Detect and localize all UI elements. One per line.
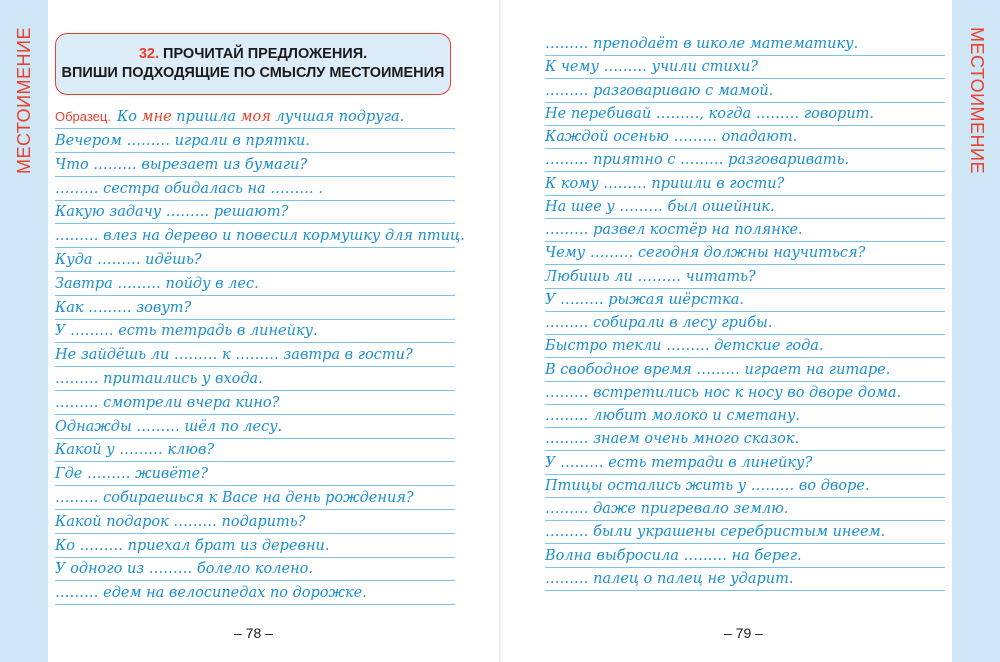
exercise-sentence: ……… собираешься к Васе на день рождения? <box>55 490 414 506</box>
exercise-sentence: ……… встретились нос к носу во дворе дома. <box>545 384 902 401</box>
ruled-line <box>55 247 455 248</box>
exercise-sentence: У ……… есть тетради в линейку? <box>545 454 813 471</box>
ruled-line <box>55 152 455 153</box>
task-number: 32. <box>138 46 159 62</box>
sample-part-1: Ко <box>116 109 142 125</box>
sample-sentence <box>55 108 404 126</box>
task-title: ПРОЧИТАЙ ПРЕДЛОЖЕНИЯ. <box>163 46 368 62</box>
exercise-sentence: Волна выбросила ……… на берег. <box>545 547 802 564</box>
exercise-sentence: У ……… есть тетрадь в линейку. <box>55 323 318 340</box>
exercise-sentence: ……… притаились у входа. <box>55 371 263 387</box>
ruled-line <box>545 125 945 126</box>
exercise-sentence: Куда ……… идёшь? <box>55 252 202 268</box>
ruled-line <box>545 450 945 451</box>
exercise-sentence: ……… разговариваю с мамой. <box>545 82 774 99</box>
exercise-sentence: Какой подарок ……… подарить? <box>55 513 306 530</box>
ruled-line <box>55 604 455 605</box>
ruled-line <box>55 176 455 177</box>
exercise-sentence: ……… приятно с ……… разговаривать. <box>545 152 850 169</box>
exercise-sentence: ……… сестра обидалась на ……… . <box>55 180 323 197</box>
exercise-sentence: Что ……… вырезает из бумаги? <box>55 156 308 173</box>
ruled-line <box>545 543 945 544</box>
task-instruction-box <box>55 33 451 95</box>
sample-pronoun-1: мне <box>141 109 172 125</box>
ruled-line <box>545 404 945 405</box>
exercise-sentence: ……… палец о палец не ударит. <box>545 570 794 587</box>
ruled-line <box>545 171 945 172</box>
ruled-line <box>55 271 455 272</box>
right-side-strip <box>952 0 1000 662</box>
ruled-line <box>55 342 455 343</box>
exercise-sentence: К кому ……… пришли в гости? <box>545 175 785 192</box>
left-side-label-box <box>0 26 48 174</box>
ruled-line <box>55 319 455 320</box>
ruled-line <box>55 295 455 296</box>
ruled-line <box>545 474 945 475</box>
ruled-line <box>55 223 455 224</box>
sample-part-2: пришла <box>171 109 241 125</box>
ruled-line <box>55 414 455 415</box>
ruled-line <box>545 520 945 521</box>
ruled-line <box>55 485 455 486</box>
ruled-line <box>55 128 455 129</box>
exercise-sentence: ……… знаем очень много сказок. <box>545 431 800 448</box>
ruled-line <box>55 200 455 201</box>
exercise-sentence: ……… собирали в лесу грибы. <box>545 315 773 331</box>
exercise-sentence: ……… любит молоко и сметану. <box>545 408 801 424</box>
exercise-sentence: У ……… рыжая шёрстка. <box>545 291 745 308</box>
ruled-line <box>545 148 945 149</box>
ruled-line <box>545 381 945 382</box>
exercise-sentence: Не перебивай ………, когда ……… говорит. <box>545 105 875 122</box>
page-number-right: – 79 – <box>724 625 763 641</box>
right-side-label-box <box>952 26 1000 174</box>
ruled-line <box>545 590 945 591</box>
exercise-sentence: Какой у ……… клюв? <box>55 442 215 459</box>
book-spine <box>499 0 501 662</box>
ruled-line <box>545 195 945 196</box>
page-number-left: – 78 – <box>234 625 273 641</box>
ruled-line <box>545 357 945 358</box>
exercise-sentence: Птицы остались жить у ……… во дворе. <box>545 477 870 494</box>
ruled-line <box>545 311 945 312</box>
exercise-sentence: На шее у ……… был ошейник. <box>545 198 775 215</box>
exercise-sentence: Ко ……… приехал брат из деревни. <box>55 537 330 554</box>
ruled-line <box>545 102 945 103</box>
ruled-line <box>55 580 455 581</box>
exercise-sentence: Чему ……… сегодня должны научиться? <box>545 245 866 262</box>
ruled-line <box>55 461 455 462</box>
task-line-1 <box>139 45 367 64</box>
sample-pronoun-2: моя <box>240 109 271 125</box>
sample-label: Образец. <box>55 109 111 124</box>
exercise-sentence: Быстро текли ……… детские года. <box>545 338 824 355</box>
sample-part-3: лучшая подруга. <box>270 109 405 125</box>
exercise-sentence: Где ……… живёте? <box>55 466 209 483</box>
task-line-2: ВПИШИ ПОДХОДЯЩИЕ ПО СМЫСЛУ МЕСТОИМЕНИЯ <box>61 65 445 81</box>
ruled-line <box>545 264 945 265</box>
exercise-sentence: ……… были украшены серебристым инеем. <box>545 524 886 541</box>
ruled-line <box>545 241 945 242</box>
exercise-sentence: ……… смотрели вчера кино? <box>55 394 280 411</box>
ruled-line <box>55 390 455 391</box>
ruled-line <box>545 427 945 428</box>
left-section-label: МЕСТОИМЕНИЕ <box>13 26 34 174</box>
exercise-sentence: В свободное время ……… играет на гитаре. <box>545 361 891 378</box>
exercise-sentence: ……… преподаёт в школе математику. <box>545 36 859 52</box>
exercise-sentence: ……… влез на дерево и повесил кормушку для птиц. <box>55 228 465 245</box>
exercise-sentence: Какую задачу ……… решают? <box>55 204 289 221</box>
exercise-sentence: ……… развел костёр на полянке. <box>545 222 803 238</box>
ruled-line <box>545 334 945 335</box>
ruled-line <box>545 567 945 568</box>
exercise-sentence: ……… даже пригревало землю. <box>545 501 789 517</box>
ruled-line <box>55 509 455 510</box>
left-side-strip <box>0 0 48 662</box>
exercise-sentence: К чему ……… учили стихи? <box>545 59 759 76</box>
exercise-sentence: Как ……… зовут? <box>55 299 192 316</box>
exercise-sentence: У одного из ……… болело колено. <box>55 561 313 578</box>
ruled-line <box>55 438 455 439</box>
exercise-sentence: Вечером ……… играли в прятки. <box>55 133 310 149</box>
exercise-sentence: Не зайдёшь ли ……… к ……… завтра в гости? <box>55 347 413 364</box>
right-section-label: МЕСТОИМЕНИЕ <box>966 26 987 174</box>
exercise-sentence: ……… едем на велосипедах по дорожке. <box>55 585 367 602</box>
exercise-sentence: Завтра ……… пойду в лес. <box>55 275 259 292</box>
ruled-line <box>545 78 945 79</box>
ruled-line <box>545 288 945 289</box>
ruled-line <box>55 533 455 534</box>
exercise-sentence: Любишь ли ……… читать? <box>545 268 756 285</box>
exercise-sentence: Однажды ……… шёл по лесу. <box>55 418 283 435</box>
ruled-line <box>545 218 945 219</box>
ruled-line <box>545 55 945 56</box>
ruled-line <box>55 557 455 558</box>
ruled-line <box>545 497 945 498</box>
ruled-line <box>55 366 455 367</box>
exercise-sentence: Каждой осенью ……… опадают. <box>545 129 798 145</box>
